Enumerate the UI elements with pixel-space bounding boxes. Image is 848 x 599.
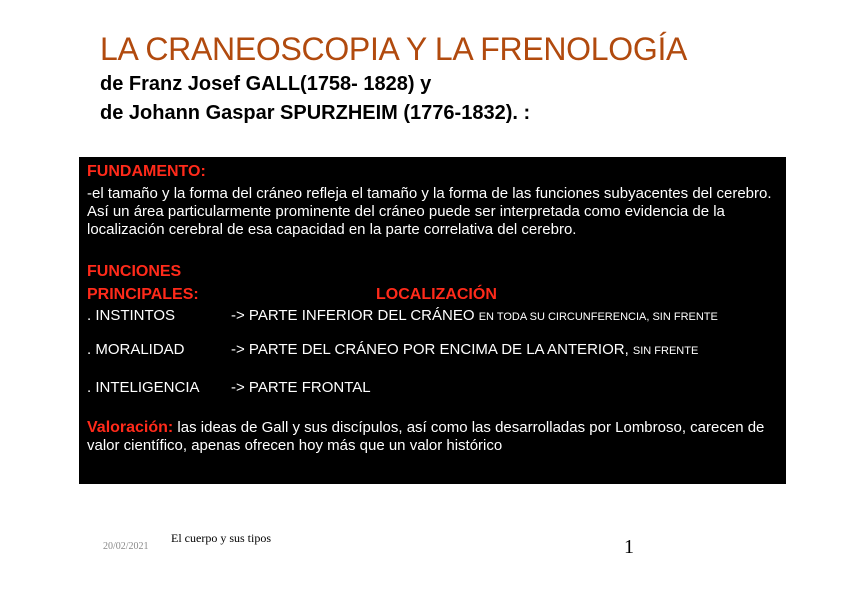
- valoracion-text: las ideas de Gall y sus discípulos, así como las desarrolladas por Lombroso, carecen de valor científico, apenas ofrecen hoy más que un valor histórico: [87, 419, 765, 454]
- loc-instintos: [231, 307, 718, 324]
- loc-instintos-note: EN TODA SU CIRCUNFERENCIA, SIN FRENTE: [478, 311, 718, 323]
- page-title: LA CRANEOSCOPIA Y LA FRENOLOGÍA: [100, 31, 688, 67]
- footer-title: El cuerpo y sus tipos: [171, 531, 271, 545]
- valoracion-paragraph: [87, 419, 777, 455]
- localizacion-heading: LOCALIZACIÓN: [376, 286, 497, 303]
- loc-moralidad: [231, 341, 698, 358]
- fundamento-heading: FUNDAMENTO:: [87, 163, 206, 180]
- loc-inteligencia: -> PARTE FRONTAL: [231, 379, 371, 396]
- loc-instintos-text: -> PARTE INFERIOR DEL CRÁNEO: [231, 307, 475, 324]
- funcion-inteligencia: . INTELIGENCIA: [87, 379, 200, 396]
- funcion-instintos: . INSTINTOS: [87, 307, 176, 324]
- content-box: [79, 157, 786, 484]
- valoracion-label: Valoración:: [87, 419, 174, 436]
- loc-moralidad-text: -> PARTE DEL CRÁNEO POR ENCIMA DE LA ANTERIOR,: [231, 341, 629, 358]
- page-number: 1: [624, 536, 634, 558]
- footer-date: 20/02/2021: [103, 541, 149, 552]
- funcion-moralidad: . MORALIDAD: [87, 341, 185, 358]
- subtitle-gall: de Franz Josef GALL(1758- 1828) y: [100, 73, 432, 95]
- loc-moralidad-note: SIN FRENTE: [632, 345, 699, 357]
- funciones-heading-1: FUNCIONES: [87, 263, 182, 280]
- fundamento-text: -el tamaño y la forma del cráneo refleja el tamaño y la forma de las funciones subyacentes del cerebro. Así un área particularmente prominente del cráneo puede ser interpretada como evidencia de la localización cerebral de esa capacidad en la parte correlativa del cerebro.: [87, 185, 772, 238]
- funciones-heading-2: PRINCIPALES:: [87, 286, 199, 303]
- subtitle-spurzheim: de Johann Gaspar SPURZHEIM (1776-1832). :: [100, 102, 531, 124]
